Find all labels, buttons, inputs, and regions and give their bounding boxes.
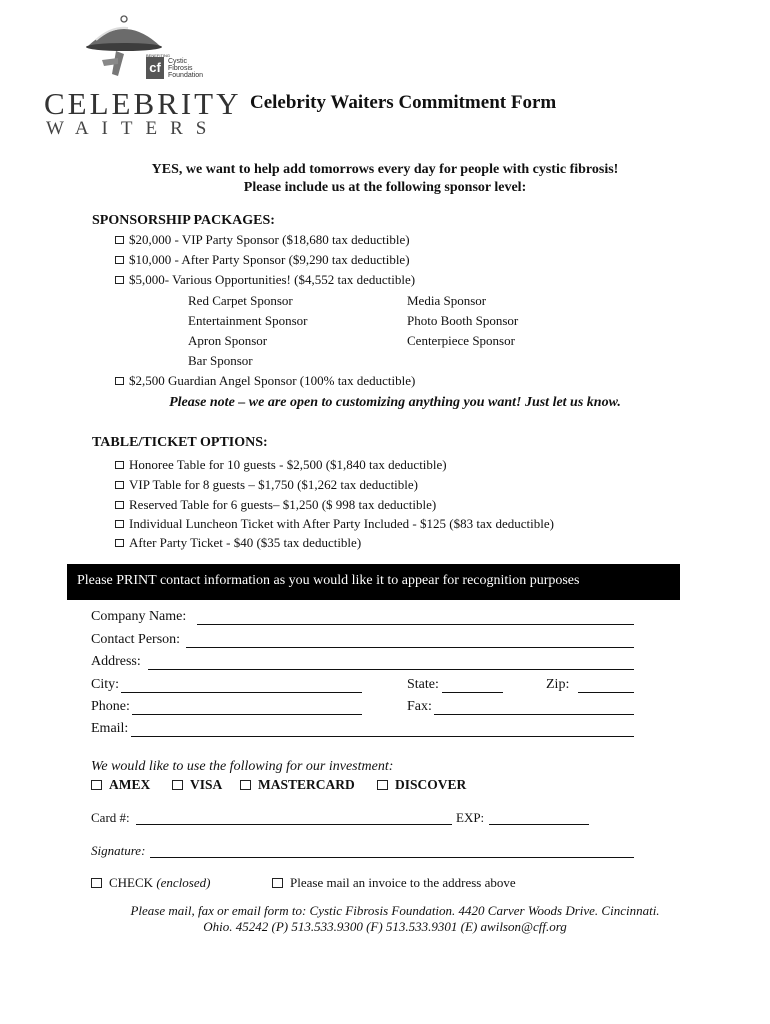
- option-label: After Party Ticket - $40 ($35 tax deductible): [129, 535, 362, 550]
- opportunity-item: Centerpiece Sponsor: [407, 333, 515, 348]
- city-label: City:: [91, 677, 120, 692]
- opportunity-item: Bar Sponsor: [188, 353, 253, 368]
- card-option-amex[interactable]: [91, 777, 150, 793]
- signature-label: Signature:: [91, 843, 146, 858]
- card-option-visa[interactable]: [172, 777, 222, 793]
- checkbox[interactable]: [115, 501, 124, 509]
- tickets-heading: TABLE/TICKET OPTIONS:: [92, 435, 268, 450]
- checkbox[interactable]: [272, 878, 283, 888]
- checkbox[interactable]: [115, 377, 124, 385]
- ticket-option[interactable]: [115, 477, 418, 493]
- option-label: $20,000 - VIP Party Sponsor ($18,680 tax deductible): [129, 232, 410, 247]
- opportunity-item: Red Carpet Sponsor: [188, 293, 293, 308]
- check-label: CHECK: [109, 875, 154, 890]
- sponsor-option[interactable]: [115, 373, 415, 389]
- mailing-instructions-line-1: Please mail, fax or email form to: Cystic Fibrosis Foundation. 4420 Carver Woods Drive. Cincinnati.: [130, 903, 660, 918]
- invoice-option[interactable]: [272, 875, 516, 891]
- contact-person-label: Contact Person:: [91, 632, 181, 647]
- option-label: Honoree Table for 10 guests - $2,500 ($1,840 tax deductible): [129, 457, 447, 472]
- mailing-instructions-line-2: Ohio. 45242 (P) 513.533.9300 (F) 513.533.9301 (E) awilson@cff.org: [203, 919, 567, 934]
- benefiting-label: BENEFITING: [146, 53, 171, 58]
- zip-field[interactable]: [578, 692, 634, 693]
- page-title: Celebrity Waiters Commitment Form: [250, 92, 557, 113]
- fax-label: Fax:: [407, 699, 432, 714]
- exp-field[interactable]: [489, 824, 589, 825]
- customizing-note: Please note – we are open to customizing anything you want! Just let us know.: [169, 395, 621, 410]
- check-note: (enclosed): [156, 875, 211, 890]
- signature-field[interactable]: [150, 857, 634, 858]
- sponsorship-heading: SPONSORSHIP PACKAGES:: [92, 213, 275, 228]
- cff-line: Cystic: [168, 58, 188, 65]
- option-label: $5,000- Various Opportunities! ($4,552 tax deductible): [129, 272, 416, 287]
- investment-intro: We would like to use the following for our investment:: [91, 759, 394, 774]
- phone-label: Phone:: [91, 699, 130, 714]
- sponsor-option[interactable]: [115, 272, 415, 288]
- card-label: MASTERCARD: [258, 777, 355, 792]
- card-label: VISA: [190, 777, 223, 792]
- email-field[interactable]: [131, 736, 634, 737]
- option-label: VIP Table for 8 guests – $1,750 ($1,262 tax deductible): [129, 477, 419, 492]
- intro-line-1: YES, we want to help add tomorrows every day for people with cystic fibrosis!: [151, 162, 619, 177]
- opportunity-item: Apron Sponsor: [188, 333, 268, 348]
- checkbox[interactable]: [172, 780, 183, 790]
- cff-mark-text: cf: [149, 60, 161, 75]
- banner-text: Please PRINT contact information as you would like it to appear for recognition purposes: [77, 573, 580, 588]
- exp-label: EXP:: [456, 810, 485, 825]
- state-field[interactable]: [442, 692, 503, 693]
- state-label: State:: [407, 677, 439, 692]
- city-field[interactable]: [121, 692, 362, 693]
- checkbox[interactable]: [115, 539, 124, 547]
- cff-name: [168, 58, 203, 79]
- check-option[interactable]: [91, 875, 210, 891]
- opportunity-item: Entertainment Sponsor: [188, 313, 308, 328]
- zip-label: Zip:: [546, 677, 570, 692]
- card-option-discover[interactable]: [377, 777, 466, 793]
- ticket-option[interactable]: [115, 457, 447, 473]
- address-field[interactable]: [148, 669, 634, 670]
- checkbox[interactable]: [91, 780, 102, 790]
- checkbox[interactable]: [115, 481, 124, 489]
- cff-logo-mark: [146, 57, 164, 79]
- checkbox[interactable]: [115, 236, 124, 244]
- company-name-label: Company Name:: [91, 609, 187, 624]
- opportunity-item: Photo Booth Sponsor: [407, 313, 519, 328]
- print-instructions-banner: [67, 564, 680, 600]
- logo-waiters: WAITERS: [46, 118, 220, 139]
- invoice-label: Please mail an invoice to the address above: [290, 875, 516, 890]
- email-label: Email:: [91, 721, 129, 736]
- checkbox[interactable]: [240, 780, 251, 790]
- contact-person-field[interactable]: [186, 647, 634, 648]
- option-label: $10,000 - After Party Sponsor ($9,290 tax deductible): [129, 252, 410, 267]
- phone-field[interactable]: [132, 714, 362, 715]
- checkbox[interactable]: [91, 878, 102, 888]
- card-option-mastercard[interactable]: [240, 777, 355, 793]
- sponsor-option[interactable]: [115, 232, 410, 248]
- checkbox[interactable]: [377, 780, 388, 790]
- option-label: Reserved Table for 6 guests– $1,250 ($ 998 tax deductible): [129, 497, 437, 512]
- logo-celebrity: CELEBRITY: [44, 86, 242, 121]
- fax-field[interactable]: [434, 714, 634, 715]
- opportunity-item: Media Sponsor: [407, 293, 487, 308]
- option-label: Individual Luncheon Ticket with After Party Included - $125 ($83 tax deductible): [129, 516, 554, 531]
- card-number-field[interactable]: [136, 824, 452, 825]
- cff-line: Foundation: [168, 72, 204, 79]
- ticket-option[interactable]: [115, 516, 554, 532]
- intro-line-2: Please include us at the following sponsor level:: [243, 180, 527, 195]
- address-label: Address:: [91, 654, 141, 669]
- checkbox[interactable]: [115, 461, 124, 469]
- card-number-label: Card #:: [91, 810, 130, 825]
- card-label: DISCOVER: [395, 777, 467, 792]
- cff-line: Fibrosis: [168, 65, 193, 72]
- card-label: AMEX: [109, 777, 151, 792]
- company-name-field[interactable]: [197, 624, 634, 625]
- checkbox[interactable]: [115, 520, 124, 528]
- option-label: $2,500 Guardian Angel Sponsor (100% tax deductible): [129, 373, 416, 388]
- checkbox[interactable]: [115, 256, 124, 264]
- checkbox[interactable]: [115, 276, 124, 284]
- ticket-option[interactable]: [115, 535, 361, 551]
- sponsor-option[interactable]: [115, 252, 410, 268]
- ticket-option[interactable]: [115, 497, 436, 513]
